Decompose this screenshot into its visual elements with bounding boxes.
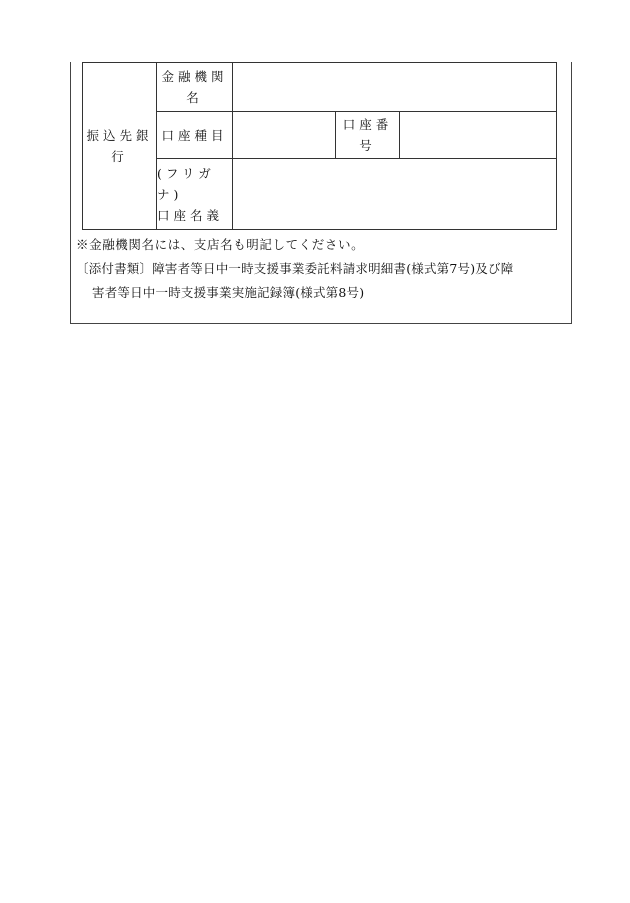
holder-label-line1: (フリガ — [157, 165, 215, 181]
section-label-cell — [83, 63, 157, 230]
account-number-label-line1: 口座番 — [342, 117, 393, 132]
branch-name-note: ※金融機関名には、支店名も明記してください。 — [76, 237, 365, 252]
bank-name-label-line2: 名 — [186, 90, 203, 105]
notes-block — [76, 233, 566, 305]
account-type-field[interactable] — [233, 112, 336, 159]
account-number-label-line2: 号 — [359, 138, 376, 153]
attachments-note-line2: 害者等日中一時支援事業実施記録簿(様式第8号) — [92, 285, 365, 300]
bank-name-row — [83, 63, 557, 112]
holder-label-cell — [157, 159, 233, 230]
bank-transfer-table — [82, 62, 557, 230]
account-number-label-cell — [336, 112, 400, 159]
section-label-line2: 行 — [111, 149, 128, 164]
attachments-note-line1: 〔添付書類〕障害者等日中一時支援事業委託料請求明細書(様式第7号)及び障 — [76, 261, 514, 276]
holder-label-line2: ナ) — [157, 186, 183, 202]
section-label-line1: 振込先銀 — [86, 128, 153, 143]
bank-name-field[interactable] — [233, 63, 557, 112]
bank-name-label-cell — [157, 63, 233, 112]
account-type-label: 口座種目 — [157, 112, 233, 159]
holder-label-line3: 口座名義 — [157, 207, 224, 223]
attachments-note — [76, 257, 566, 305]
account-number-field[interactable] — [400, 112, 557, 159]
bank-name-label-line1: 金融機関 — [161, 69, 228, 84]
holder-field[interactable] — [233, 159, 557, 230]
